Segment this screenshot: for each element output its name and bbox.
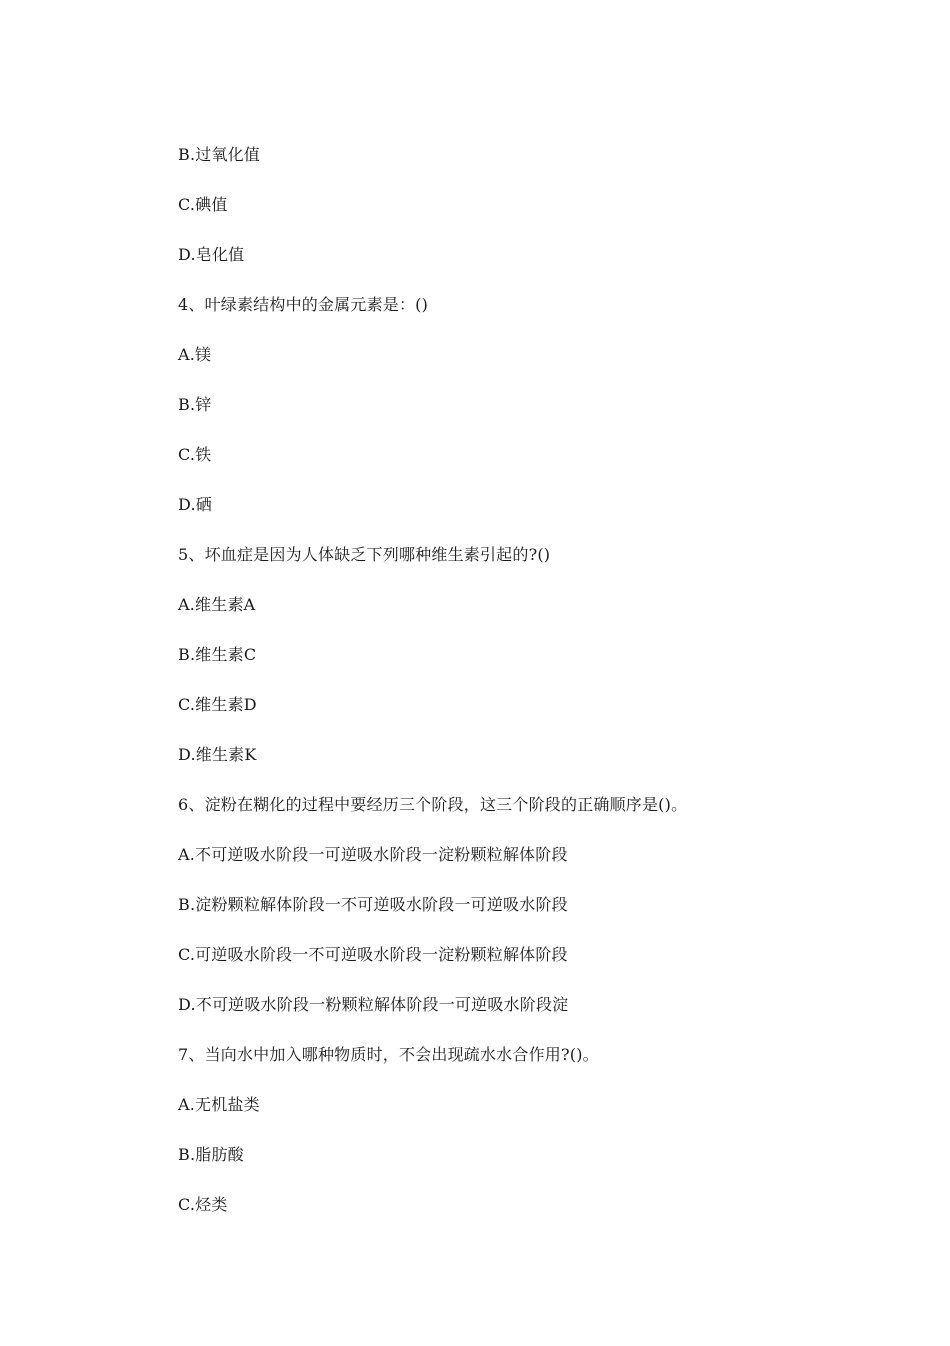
q4-option-a: A.镁 — [178, 345, 212, 364]
q4-option-d: D.硒 — [178, 495, 212, 514]
q5-option-d: D.维生素K — [178, 745, 257, 764]
q6-option-a: A.不可逆吸水阶段一可逆吸水阶段一淀粉颗粒解体阶段 — [178, 845, 568, 864]
q7-option-a: A.无机盐类 — [178, 1095, 260, 1114]
question-7: 7、当向水中加入哪种物质时，不会出现疏水水合作用?()。 — [178, 1045, 599, 1064]
q4-option-b: B.锌 — [178, 395, 212, 414]
q7-option-b: B.脂肪酸 — [178, 1145, 244, 1164]
q6-option-c: C.可逆吸水阶段一不可逆吸水阶段一淀粉颗粒解体阶段 — [178, 945, 568, 964]
q5-option-b: B.维生素C — [178, 645, 257, 664]
q3-option-b: B.过氧化值 — [178, 145, 261, 164]
q5-option-a: A.维生素A — [178, 595, 256, 614]
q5-option-c: C.维生素D — [178, 695, 257, 714]
q6-option-b: B.淀粉颗粒解体阶段一不可逆吸水阶段一可逆吸水阶段 — [178, 895, 568, 914]
q7-option-c: C.烃类 — [178, 1195, 228, 1214]
q3-option-c: C.碘值 — [178, 195, 228, 214]
q6-option-d: D.不可逆吸水阶段一粉颗粒解体阶段一可逆吸水阶段淀 — [178, 995, 569, 1014]
question-4: 4、叶绿素结构中的金属元素是：() — [178, 295, 429, 314]
question-5: 5、坏血症是因为人体缺乏下列哪种维生素引起的?() — [178, 545, 551, 564]
question-6: 6、淀粉在糊化的过程中要经历三个阶段，这三个阶段的正确顺序是()。 — [178, 795, 688, 814]
q3-option-d: D.皂化值 — [178, 245, 245, 264]
q4-option-c: C.铁 — [178, 445, 212, 464]
